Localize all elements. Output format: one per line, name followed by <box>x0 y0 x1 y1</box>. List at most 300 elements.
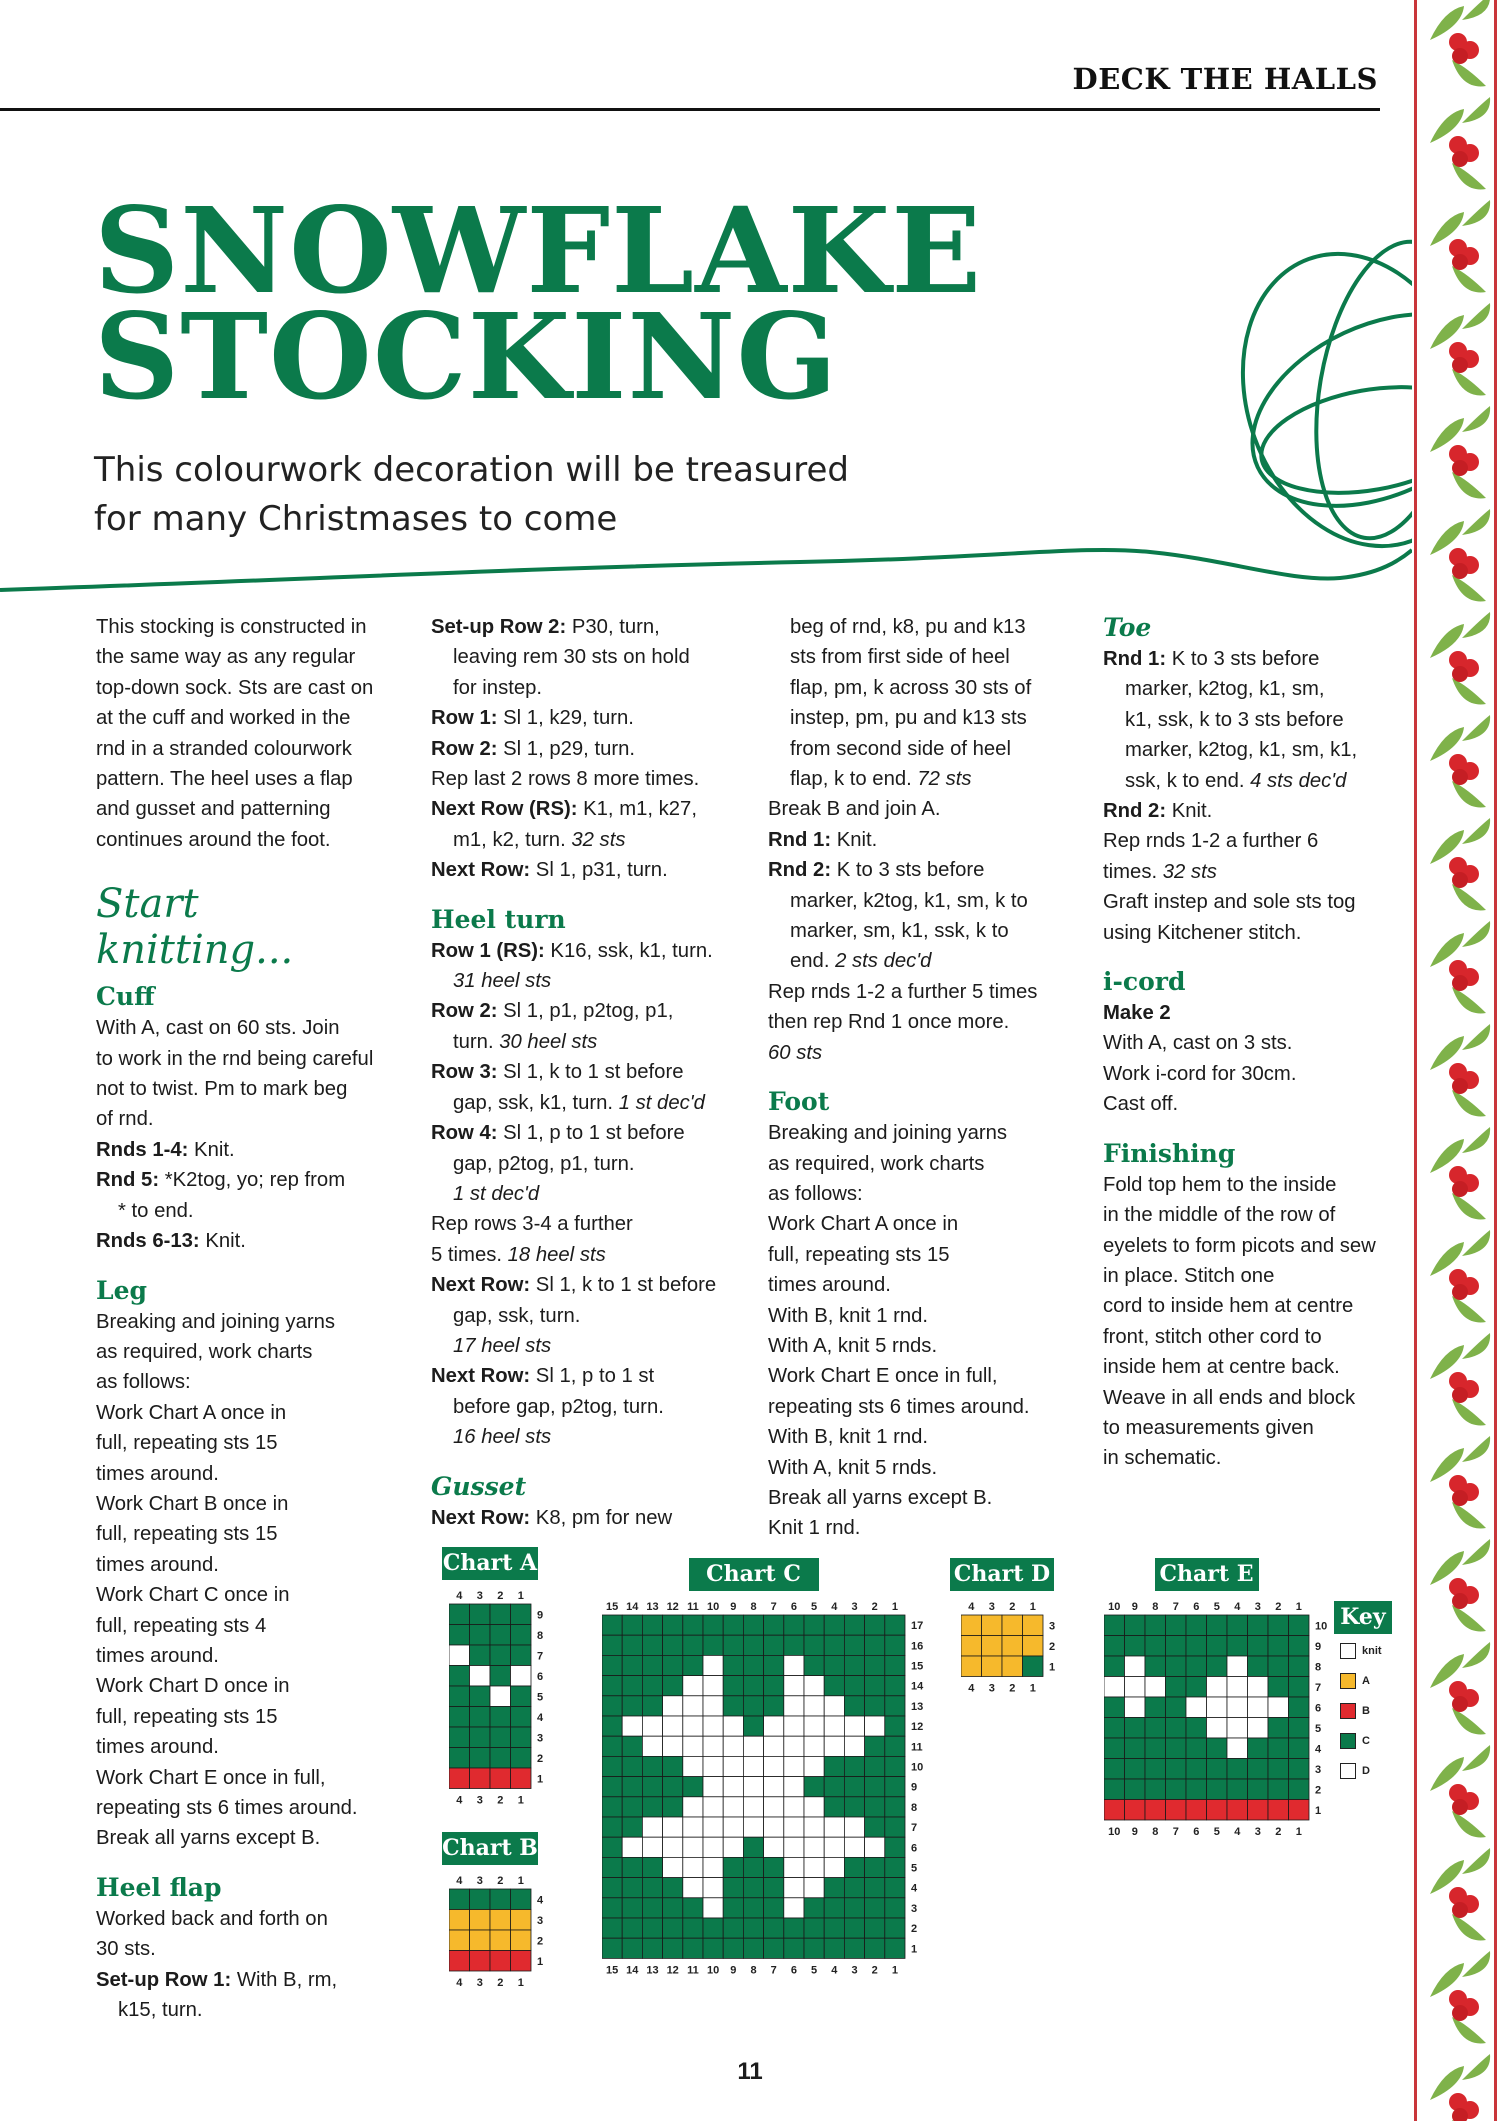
chart-cell <box>622 1878 642 1898</box>
chart-cell <box>663 1676 683 1696</box>
chart-d-grid <box>961 1597 1083 1709</box>
chart-tick-label: 1 <box>911 1943 918 1956</box>
chart-cell <box>824 1878 844 1898</box>
chart-cell <box>885 1615 905 1635</box>
chart-cell <box>764 1716 784 1736</box>
chart-cell <box>642 1857 662 1877</box>
chart-cell <box>602 1837 622 1857</box>
chart-tick-label: 1 <box>517 1590 524 1602</box>
text-line: 30 sts. <box>96 1938 156 1961</box>
chart-cell <box>764 1777 784 1797</box>
chart-cell <box>1186 1636 1207 1657</box>
instruction-line: Rep last 2 rows 8 more times. <box>431 768 700 791</box>
chart-cell <box>844 1736 864 1756</box>
chart-cell <box>703 1635 723 1655</box>
text-line: as required, work charts <box>768 1152 985 1175</box>
chart-tick-label: 5 <box>1315 1722 1322 1735</box>
chart-cell <box>449 1910 470 1931</box>
holly-sprig-icon <box>1430 303 1490 395</box>
chart-cell <box>865 1615 885 1635</box>
chart-tick-label: 4 <box>911 1882 918 1895</box>
chart-tick-label: 1 <box>517 1794 524 1807</box>
instruction-line: then rep Rnd 1 once more. <box>768 1011 1010 1034</box>
instruction-line: Row 1: Sl 1, k29, turn. <box>431 707 634 730</box>
text-line: With B, knit 1 rnd. <box>768 1426 929 1449</box>
instruction-line: Rnd 1: K to 3 sts before <box>1103 648 1320 670</box>
key-label: A <box>1362 1675 1370 1687</box>
chart-cell <box>1104 1738 1125 1759</box>
chart-cell <box>1145 1697 1166 1718</box>
chart-cell <box>663 1635 683 1655</box>
text-line: With A, knit 5 rnds. <box>768 1456 938 1479</box>
holly-sprig-icon <box>1430 1024 1490 1116</box>
chart-cell <box>844 1635 864 1655</box>
key-label: D <box>1362 1765 1370 1777</box>
chart-cell <box>490 1748 511 1769</box>
text-line: Work Chart B once in <box>96 1492 289 1515</box>
instruction-line: With A, cast on 3 sts. <box>1103 1032 1293 1055</box>
chart-cell <box>642 1676 662 1696</box>
chart-tick-label: 4 <box>1234 1826 1241 1838</box>
chart-cell <box>602 1898 622 1918</box>
chart-cell <box>784 1777 804 1797</box>
chart-cell <box>602 1938 622 1958</box>
chart-cell <box>622 1756 642 1776</box>
chart-cell <box>642 1837 662 1857</box>
foot-text <box>768 1118 1098 1544</box>
text-line: cord to inside hem at centre <box>1103 1295 1354 1318</box>
chart-cell <box>490 1889 511 1910</box>
chart-cell <box>490 1727 511 1748</box>
chart-tick-label: 11 <box>911 1741 923 1754</box>
chart-cell <box>764 1696 784 1716</box>
chart-tick-label: 5 <box>811 1964 818 1977</box>
chart-cell <box>703 1756 723 1776</box>
chart-tick-label: 6 <box>1193 1826 1200 1838</box>
instruction-line: marker, sm, k1, ssk, k to <box>790 920 1009 943</box>
chart-cell <box>865 1736 885 1756</box>
chart-cell <box>1104 1636 1125 1657</box>
chart-cell <box>743 1696 763 1716</box>
chart-cell <box>470 1707 491 1728</box>
chart-tick-label: 7 <box>770 1964 777 1977</box>
chart-cell <box>1268 1759 1289 1780</box>
chart-cell <box>784 1898 804 1918</box>
chart-cell <box>602 1736 622 1756</box>
chart-cell <box>470 1930 491 1951</box>
chart-tick-label: 1 <box>517 1977 524 1989</box>
chart-cell <box>642 1898 662 1918</box>
chart-tick-label: 6 <box>537 1670 544 1683</box>
chart-cell <box>723 1635 743 1655</box>
gusset-heading: Gusset <box>431 1471 527 1501</box>
chart-b-grid <box>449 1871 571 2003</box>
chart-cell <box>1186 1697 1207 1718</box>
chart-cell <box>642 1615 662 1635</box>
chart-cell <box>622 1777 642 1797</box>
chart-cell <box>663 1938 683 1958</box>
text-line: With A, cast on 60 sts. Join <box>96 1017 340 1040</box>
chart-cell <box>1145 1677 1166 1698</box>
chart-cell <box>1125 1759 1146 1780</box>
chart-cell <box>511 1707 532 1728</box>
chart-cell <box>511 1951 532 1972</box>
chart-tick-label: 4 <box>537 1894 544 1907</box>
chart-cell <box>602 1878 622 1898</box>
text-line: to measurements given <box>1103 1416 1314 1439</box>
chart-cell <box>804 1635 824 1655</box>
chart-cell <box>1248 1615 1269 1636</box>
chart-cell <box>982 1656 1003 1677</box>
chart-cell <box>1186 1800 1207 1821</box>
chart-cell <box>1289 1677 1310 1698</box>
chart-cell <box>885 1938 905 1958</box>
text-line: Breaking and joining yarns <box>96 1310 336 1333</box>
chart-cell <box>602 1655 622 1675</box>
chart-cell <box>449 1748 470 1769</box>
chart-tick-label: 1 <box>1315 1804 1322 1817</box>
chart-cell <box>490 1707 511 1728</box>
key-swatch <box>1340 1733 1356 1749</box>
chart-tick-label: 3 <box>1254 1601 1261 1613</box>
chart-cell <box>683 1716 703 1736</box>
text-line: times around. <box>96 1462 219 1485</box>
holly-sprig-icon <box>1430 818 1490 910</box>
chart-cell <box>602 1635 622 1655</box>
chart-cell <box>743 1918 763 1938</box>
chart-cell <box>490 1910 511 1931</box>
chart-cell <box>663 1655 683 1675</box>
chart-cell <box>470 1951 491 1972</box>
chart-cell <box>470 1625 491 1646</box>
chart-tick-label: 4 <box>968 1601 975 1613</box>
column-1 <box>96 612 406 2025</box>
chart-cell <box>1166 1800 1187 1821</box>
intro-text <box>96 612 406 855</box>
chart-cell <box>470 1768 491 1789</box>
chart-cell <box>683 1857 703 1877</box>
text-line: continues around the foot. <box>96 828 331 851</box>
chart-tick-label: 3 <box>537 1914 544 1927</box>
text-line: not to twist. Pm to mark beg <box>96 1078 348 1101</box>
chart-tick-label: 11 <box>687 1601 699 1613</box>
chart-tick-label: 4 <box>456 1590 463 1602</box>
chart-tick-label: 4 <box>1234 1601 1241 1613</box>
chart-cell <box>1166 1738 1187 1759</box>
chart-cell <box>743 1898 763 1918</box>
chart-tick-label: 3 <box>988 1601 995 1613</box>
text-line: of rnd. <box>96 1108 154 1131</box>
heel-flap-text <box>96 1904 406 1965</box>
chart-tick-label: 9 <box>730 1601 737 1613</box>
chart-cell <box>784 1736 804 1756</box>
chart-tick-label: 9 <box>911 1781 918 1794</box>
instruction-line: leaving rem 30 sts on hold <box>453 646 690 669</box>
chart-tick-label: 2 <box>1275 1826 1282 1838</box>
chart-cell <box>1248 1697 1269 1718</box>
chart-tick-label: 2 <box>497 1794 504 1807</box>
chart-cell <box>824 1736 844 1756</box>
chart-cell <box>511 1930 532 1951</box>
chart-tick-label: 3 <box>476 1590 483 1602</box>
chart-cell <box>1186 1677 1207 1698</box>
chart-cell <box>1289 1656 1310 1677</box>
chart-cell <box>824 1857 844 1877</box>
heel-turn-rows <box>431 936 761 1453</box>
chart-cell <box>683 1777 703 1797</box>
chart-cell <box>885 1635 905 1655</box>
chart-cell <box>622 1655 642 1675</box>
chart-cell <box>865 1878 885 1898</box>
chart-cell <box>723 1756 743 1776</box>
text-line: full, repeating sts 15 <box>96 1705 278 1728</box>
chart-cell <box>663 1615 683 1635</box>
instruction-line: Next Row: K8, pm for new <box>431 1506 673 1529</box>
instruction-line: ssk, k to end. 4 sts dec'd <box>1125 769 1347 792</box>
chart-cell <box>602 1817 622 1837</box>
chart-cell <box>1166 1759 1187 1780</box>
chart-cell <box>824 1938 844 1958</box>
chart-tick-label: 5 <box>1213 1601 1220 1613</box>
chart-tick-label: 9 <box>1315 1640 1322 1653</box>
chart-cell <box>824 1676 844 1696</box>
chart-cell <box>1145 1779 1166 1800</box>
chart-tick-label: 2 <box>537 1935 544 1948</box>
chart-cell <box>865 1635 885 1655</box>
chart-cell <box>470 1604 491 1625</box>
chart-tick-label: 3 <box>851 1964 858 1977</box>
chart-tick-label: 4 <box>1315 1743 1322 1756</box>
holly-sprig-icon <box>1430 1230 1490 1322</box>
holly-sprig-icon <box>1430 612 1490 704</box>
chart-cell <box>1145 1656 1166 1677</box>
chart-cell <box>703 1696 723 1716</box>
text-line: Weave in all ends and block <box>1103 1386 1356 1409</box>
holly-sprig-icon <box>1430 921 1490 1013</box>
chart-cell <box>1023 1636 1044 1657</box>
chart-cell <box>1002 1615 1023 1636</box>
cuff-rows <box>96 1135 406 1257</box>
chart-tick-label: 2 <box>1009 1682 1016 1695</box>
instruction-line: flap, k to end. 72 sts <box>790 768 972 791</box>
text-line: and gusset and patterning <box>96 798 331 821</box>
chart-cell <box>824 1797 844 1817</box>
instruction-line: 60 sts <box>768 1041 823 1064</box>
chart-cell <box>1289 1615 1310 1636</box>
chart-cell <box>449 1686 470 1707</box>
chart-cell <box>1227 1779 1248 1800</box>
chart-cell <box>1289 1697 1310 1718</box>
chart-cell <box>683 1938 703 1958</box>
chart-cell <box>511 1910 532 1931</box>
chart-cell <box>1125 1800 1146 1821</box>
instruction-line: before gap, p2tog, turn. <box>453 1395 664 1418</box>
chart-cell <box>1248 1718 1269 1739</box>
chart-cell <box>663 1696 683 1716</box>
gusset-rows <box>431 1503 761 1533</box>
text-line: Work Chart A once in <box>96 1401 287 1424</box>
text-line: Knit 1 rnd. <box>768 1517 861 1540</box>
chart-cell <box>663 1918 683 1938</box>
text-line: rnd in a stranded colourwork <box>96 737 352 760</box>
chart-cell <box>490 1951 511 1972</box>
chart-cell <box>1104 1677 1125 1698</box>
chart-tick-label: 6 <box>1193 1601 1200 1613</box>
text-line: as follows: <box>768 1182 863 1205</box>
chart-cell <box>804 1817 824 1837</box>
chart-cell <box>642 1938 662 1958</box>
text-line: Worked back and forth on <box>96 1907 328 1930</box>
chart-tick-label: 1 <box>537 1955 544 1968</box>
chart-cell <box>1207 1636 1228 1657</box>
chart-cell <box>723 1878 743 1898</box>
chart-cell <box>602 1918 622 1938</box>
chart-cell <box>511 1604 532 1625</box>
chart-tick-label: 3 <box>988 1682 995 1695</box>
toe-rows <box>1103 644 1403 948</box>
text-line: times around. <box>96 1553 219 1576</box>
key-label: B <box>1362 1705 1370 1717</box>
chart-cell <box>1207 1656 1228 1677</box>
chart-cell <box>1125 1697 1146 1718</box>
finishing-heading: Finishing <box>1103 1138 1236 1168</box>
chart-cell <box>490 1768 511 1789</box>
chart-cell <box>764 1676 784 1696</box>
chart-cell <box>824 1615 844 1635</box>
chart-cell <box>982 1636 1003 1657</box>
chart-cell <box>764 1736 784 1756</box>
chart-tick-label: 12 <box>666 1964 679 1977</box>
chart-cell <box>743 1676 763 1696</box>
chart-cell <box>1125 1656 1146 1677</box>
holly-sprig-icon <box>1430 1642 1490 1734</box>
chart-cell <box>1186 1738 1207 1759</box>
chart-cell <box>622 1615 642 1635</box>
chart-tick-label: 10 <box>706 1964 720 1977</box>
key-swatch <box>1340 1763 1356 1779</box>
chart-cell <box>1166 1779 1187 1800</box>
chart-cell <box>865 1756 885 1776</box>
chart-cell <box>490 1666 511 1687</box>
chart-cell <box>723 1777 743 1797</box>
chart-tick-label: 11 <box>687 1964 699 1977</box>
chart-cell <box>683 1655 703 1675</box>
chart-tick-label: 3 <box>851 1601 858 1613</box>
chart-cell <box>804 1938 824 1958</box>
chart-cell <box>511 1748 532 1769</box>
chart-cell <box>844 1857 864 1877</box>
chart-tick-label: 13 <box>646 1964 659 1977</box>
icord-heading: i-cord <box>1103 967 1186 997</box>
chart-cell <box>1248 1738 1269 1759</box>
chart-a-grid <box>449 1586 571 1821</box>
instruction-line: 1 st dec'd <box>453 1182 540 1205</box>
chart-cell <box>602 1857 622 1877</box>
chart-cell <box>511 1727 532 1748</box>
chart-cell <box>961 1656 982 1677</box>
chart-tick-label: 6 <box>911 1842 918 1855</box>
chart-tick-label: 8 <box>1152 1601 1159 1613</box>
chart-tick-label: 10 <box>706 1601 720 1613</box>
chart-tick-label: 1 <box>537 1773 544 1786</box>
chart-tick-label: 4 <box>537 1711 544 1724</box>
chart-tick-label: 9 <box>537 1609 544 1622</box>
chart-cell <box>784 1837 804 1857</box>
chart-cell <box>1186 1615 1207 1636</box>
chart-cell <box>1125 1779 1146 1800</box>
chart-cell <box>1248 1636 1269 1657</box>
start-knitting-heading: Start knitting... <box>96 881 294 974</box>
chart-tick-label: 4 <box>968 1682 975 1695</box>
chart-cell <box>602 1615 622 1635</box>
chart-tick-label: 15 <box>605 1964 619 1977</box>
chart-cell <box>784 1716 804 1736</box>
chart-tick-label: 7 <box>1315 1681 1322 1694</box>
chart-cell <box>865 1898 885 1918</box>
chart-tick-label: 8 <box>1152 1826 1159 1838</box>
chart-cell <box>885 1817 905 1837</box>
chart-cell <box>844 1716 864 1736</box>
text-line: full, repeating sts 15 <box>96 1523 278 1546</box>
chart-cell <box>622 1857 642 1877</box>
instruction-line: from second side of heel <box>790 737 1011 760</box>
chart-cell <box>865 1716 885 1736</box>
text-line: in place. Stitch one <box>1103 1264 1275 1287</box>
instruction-line: Rep rnds 1-2 a further 5 times <box>768 980 1038 1003</box>
chart-cell <box>1268 1636 1289 1657</box>
instruction-line: Rep rnds 1-2 a further 6 <box>1103 830 1319 853</box>
chart-cell <box>865 1777 885 1797</box>
text-line: as follows: <box>96 1371 191 1394</box>
chart-cell <box>844 1797 864 1817</box>
chart-tick-label: 10 <box>1108 1601 1121 1613</box>
chart-tick-label: 3 <box>476 1977 483 1989</box>
chart-cell <box>764 1857 784 1877</box>
chart-cell <box>449 1645 470 1666</box>
chart-cell <box>824 1918 844 1938</box>
text-line: Fold top hem to the inside <box>1103 1173 1337 1196</box>
chart-tick-label: 8 <box>1315 1661 1322 1674</box>
holly-sprig-icon <box>1430 1333 1490 1425</box>
text-line: times around. <box>96 1644 219 1667</box>
chart-tick-label: 1 <box>1295 1826 1302 1838</box>
title-line-2: STOCKING <box>94 287 839 426</box>
chart-cell <box>683 1676 703 1696</box>
heel-flap-heading: Heel flap <box>96 1872 222 1902</box>
chart-tick-label: 5 <box>537 1691 544 1704</box>
chart-cell <box>885 1696 905 1716</box>
chart-cell <box>1289 1779 1310 1800</box>
chart-cell <box>490 1604 511 1625</box>
instruction-line: Next Row (RS): K1, m1, k27, <box>431 798 697 821</box>
chart-c-grid <box>602 1597 945 1990</box>
chart-cell <box>1186 1656 1207 1677</box>
holly-sprig-icon <box>1430 1951 1490 2043</box>
chart-tick-label: 3 <box>476 1875 483 1887</box>
chart-cell <box>511 1768 532 1789</box>
chart-cell <box>743 1817 763 1837</box>
instruction-line: times. 32 sts <box>1103 860 1217 883</box>
instruction-line: Next Row: Sl 1, p to 1 st <box>431 1365 655 1388</box>
text-line: With B, knit 1 rnd. <box>768 1304 929 1327</box>
chart-cell <box>1248 1759 1269 1780</box>
chart-cell <box>1023 1656 1044 1677</box>
chart-cell <box>764 1635 784 1655</box>
chart-cell <box>885 1918 905 1938</box>
chart-a-title: Chart A <box>442 1547 538 1580</box>
chart-tick-label: 7 <box>911 1822 918 1835</box>
chart-cell <box>1227 1738 1248 1759</box>
